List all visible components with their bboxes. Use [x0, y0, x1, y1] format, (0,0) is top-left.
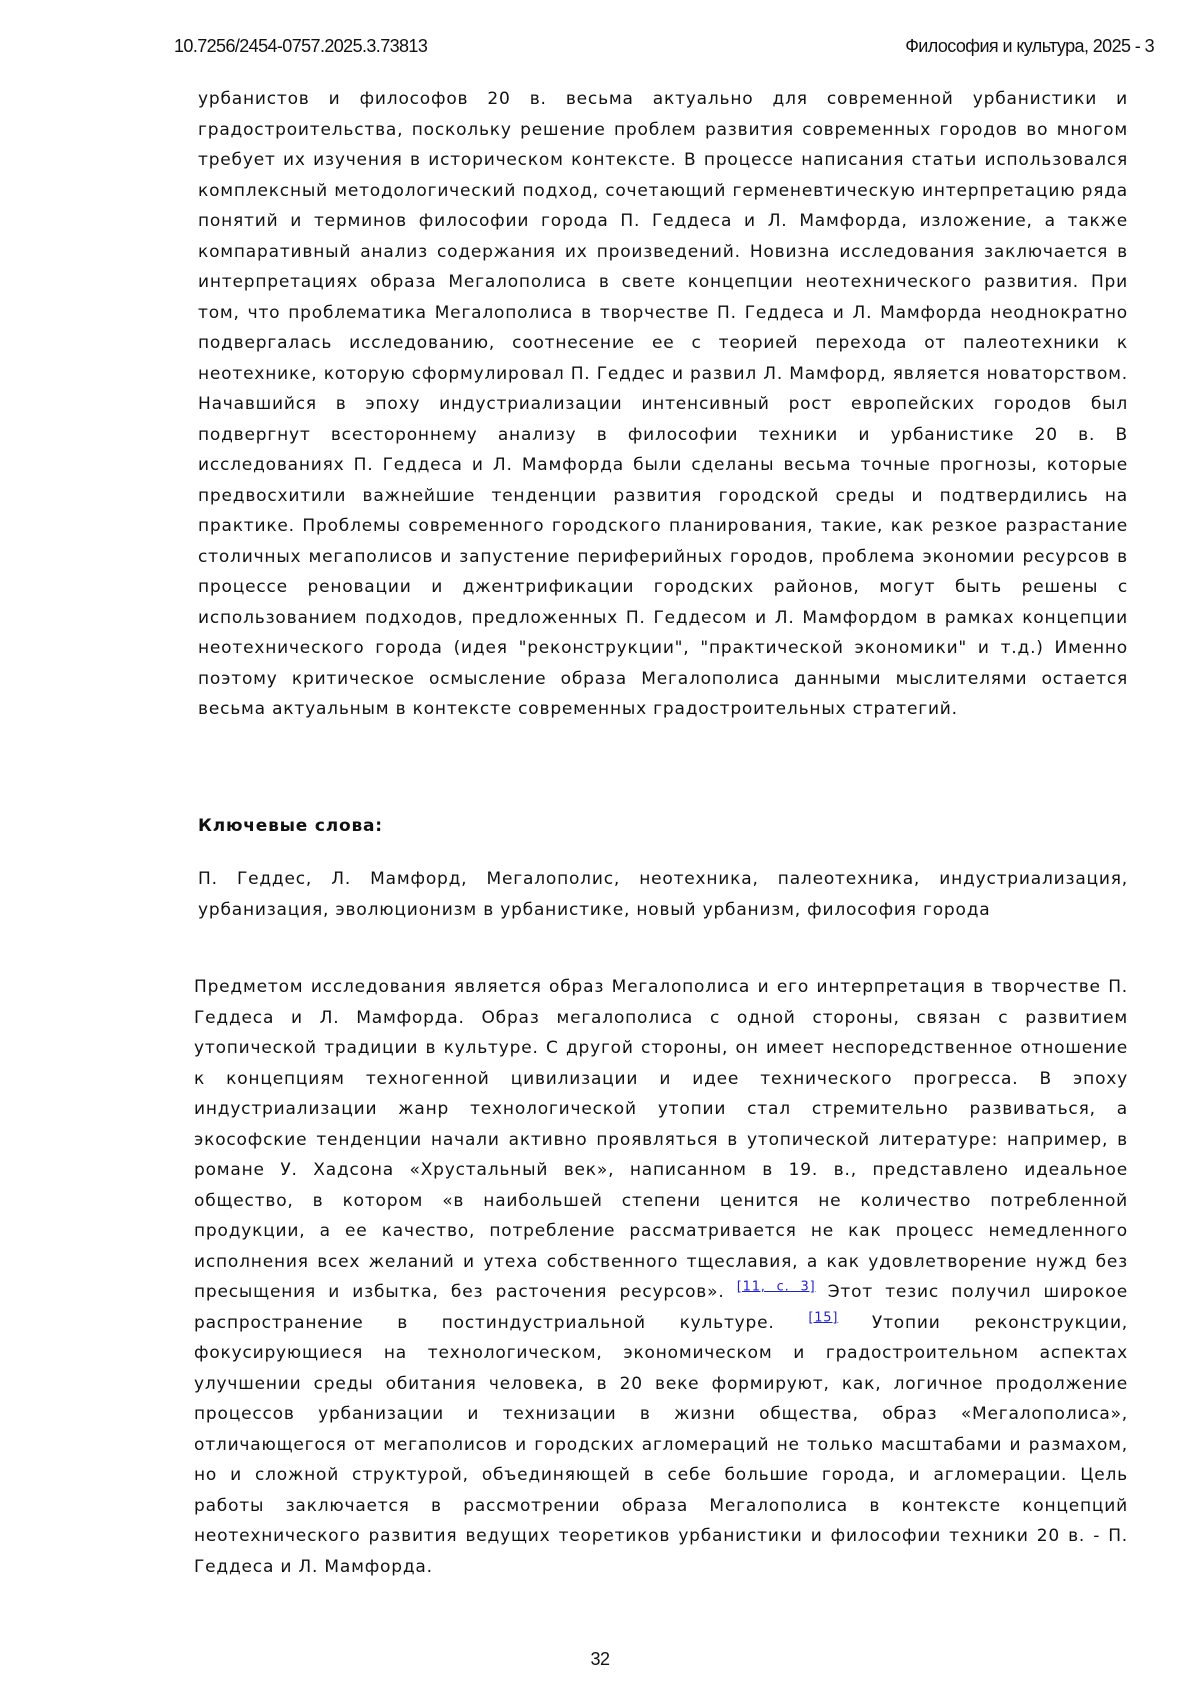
body-text-part-1: Предметом исследования является образ Мегалополиса и его интерпретация в творчестве П. Геддеса и Л. Мамфорда. Образ мегалополиса с одной стороны, связан с развитием утопической традиции в культуре. С другой стороны, он имеет неспоредственное отношение к концепциям техногенной цивилизации и идее технического прогресса. В эпоху индустриализации жанр технологической утопии стал стремительно развиваться, а экософские тенденции начали активно проявляться в утопической литературе: например, в романе У. Хадсона «Хрустальный век», написанном в 19. в., представлено идеальное общество, в котором «в наибольшей степени ценится не количество потребленной продукции, а ее качество, потребление рассматривается не как процесс немедленного исполнения всех желаний и утеха собственного тщеславия, а как удовлетворение нужд без пресыщения и избытка, без расточения ресурсов». [194, 977, 1128, 1302]
page-number: 32 [0, 1649, 1200, 1670]
keywords-list: П. Геддес, Л. Мамфорд, Мегалополис, неотехника, палеотехника, индустриализация, урбанизация, эволюционизм в урбанистике, новый урбанизм, философия города [198, 864, 1128, 926]
keywords-heading: Ключевые слова: [198, 816, 383, 836]
journal-title: Философия и культура, 2025 - 3 [905, 36, 1154, 57]
page-header [174, 36, 1154, 57]
reference-link-11[interactable]: [11, с. 3] [737, 1279, 816, 1294]
body-text-part-3: Утопии реконструкции, фокусирующиеся на технологическом, экономическом и градостроительном аспектах улучшении среды обитания человека, в 20 веке формируют, как, логичное продолжение процессов урбанизации и технизации в жизни общества, образ «Мегалополиса», отличающегося от мегаполисов и городских агломераций не только масштабами и размахом, но и сложной структурой, объединяющей в себе большие города, и агломерации. Цель работы заключается в рассмотрении образа Мегалополиса в контексте концепций неотехнического развития ведущих теоретиков урбанистики и философии техники 20 в. - П. Геддеса и Л. Мамфорда. [194, 1313, 1128, 1577]
doi-text: 10.7256/2454-0757.2025.3.73813 [174, 36, 427, 57]
reference-link-15[interactable]: [15] [808, 1310, 838, 1325]
abstract-paragraph: урбанистов и философов 20 в. весьма актуально для современной урбанистики и градостроительства, поскольку решение проблем развития современных городов во многом требует их изучения в историческом контексте. В процессе написания статьи использовался комплексный методологический подход, сочетающий герменевтическую интерпретацию ряда понятий и терминов философии города П. Геддеса и Л. Мамфорда, изложение, а также компаративный анализ содержания их произведений. Новизна исследования заключается в интерпретациях образа Мегалополиса в свете концепции неотехнического развития. При том, что проблематика Мегалополиса в творчестве П. Геддеса и Л. Мамфорда неоднократно подвергалась исследованию, соотнесение ее с теорией перехода от палеотехники к неотехнике, которую сформулировал П. Геддес и развил Л. Мамфорд, является новаторством. Начавшийся в эпоху индустриализации интенсивный рост европейских городов был подвергнут всестороннему анализу в философии техники и урбанистике 20 в. В исследованиях П. Геддеса и Л. Мамфорда были сделаны весьма точные прогнозы, которые предвосхитили важнейшие тенденции развития городской среды и подтвердились на практике. Проблемы современного городского планирования, такие, как резкое разрастание столичных мегаполисов и запустение периферийных городов, проблема экономии ресурсов в процессе реновации и джентрификации городских районов, могут быть решены с использованием подходов, предложенных П. Геддесом и Л. Мамфордом в рамках концепции неотехнического города (идея "реконструкции", "практической экономики" и т.д.) Именно поэтому критическое осмысление образа Мегалополиса данными мыслителями остается весьма актуальным в контексте современных градостроительных стратегий. [198, 84, 1128, 725]
body-text-part-2: Этот тезис получил широкое распространение в постиндустриальной культуре. [194, 1282, 1128, 1333]
body-paragraph [194, 972, 1128, 1582]
